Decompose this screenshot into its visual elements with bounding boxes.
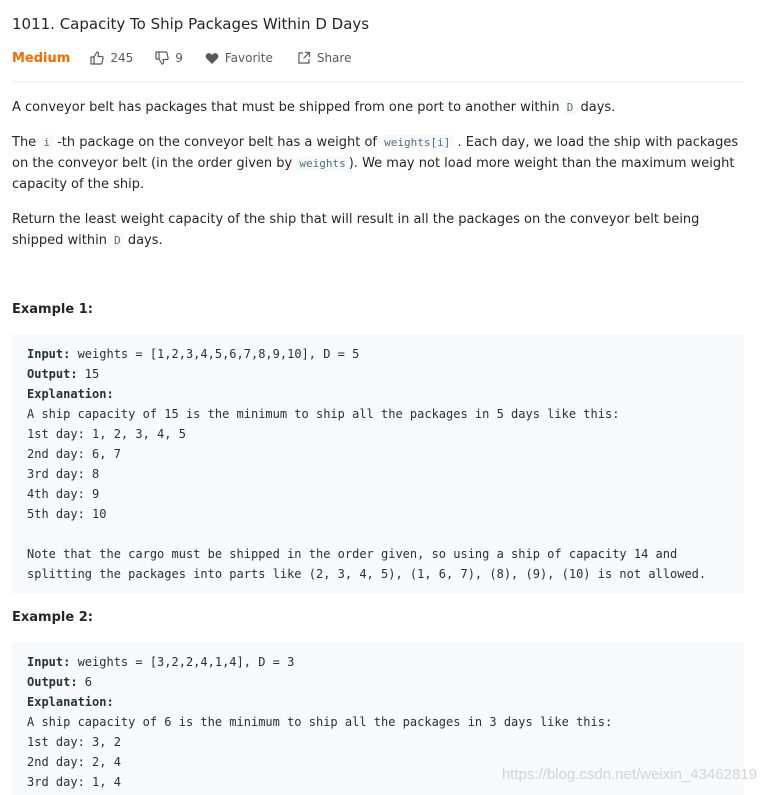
thumbs-up-icon xyxy=(90,51,104,65)
input-label: Input: xyxy=(27,347,71,361)
explanation-label: Explanation: xyxy=(27,695,114,709)
share-icon xyxy=(297,51,311,65)
inline-code: D xyxy=(564,100,577,115)
share-label: Share xyxy=(316,51,352,65)
like-count: 245 xyxy=(110,51,134,65)
dislike-button[interactable] xyxy=(155,51,183,65)
example-1-output: 15 xyxy=(77,367,100,381)
inline-code: weights[i] xyxy=(381,135,453,150)
description-paragraph-2: The i -th package on the conveyor belt has a weight of weights[i] . Each day, we load the ship with packages on the conveyor belt (in the order given by weights ). We may not load more weight than the maximum weight capacity of the ship. xyxy=(12,135,739,192)
output-label: Output: xyxy=(27,367,78,381)
explanation-label: Explanation: xyxy=(27,387,114,401)
watermark: https://blog.csdn.net/weixin_43462819 xyxy=(501,766,757,783)
example-2-output: 6 xyxy=(77,675,93,689)
inline-code: weights xyxy=(296,156,348,171)
example-2-heading: Example 2: xyxy=(12,610,93,625)
dislike-count: 9 xyxy=(175,51,183,65)
like-button[interactable] xyxy=(90,51,133,65)
difficulty-badge: Medium xyxy=(12,50,71,66)
share-button[interactable] xyxy=(297,51,352,65)
heart-icon xyxy=(205,52,219,65)
example-2-input: weights = [3,2,2,4,1,4], D = 3 xyxy=(70,655,295,669)
favorite-button[interactable] xyxy=(205,51,273,65)
description-paragraph-1: A conveyor belt has packages that must be shipped from one port to another within D days. xyxy=(12,100,616,115)
example-2-explanation: A ship capacity of 6 is the minimum to ship all the packages in 3 days like this: 1st day: 3, 2 2nd day: 2, 4 3rd day: 1, 4 xyxy=(27,715,613,789)
output-label: Output: xyxy=(27,675,78,689)
thumbs-down-icon xyxy=(155,51,169,65)
example-1-code-block xyxy=(12,334,744,594)
header-divider xyxy=(12,81,744,82)
description-paragraph-3: Return the least weight capacity of the ship that will result in all the packages on the conveyor belt being shipped within D days. xyxy=(12,212,700,248)
problem-title: 1011. Capacity To Ship Packages Within D Days xyxy=(12,15,370,33)
example-1-input: weights = [1,2,3,4,5,6,7,8,9,10], D = 5 xyxy=(70,347,360,361)
problem-meta-bar xyxy=(12,49,373,67)
inline-code: i xyxy=(40,135,53,150)
input-label: Input: xyxy=(27,655,71,669)
example-1-heading: Example 1: xyxy=(12,302,93,317)
favorite-label: Favorite xyxy=(224,51,273,65)
example-1-explanation: A ship capacity of 15 is the minimum to ship all the packages in 5 days like this: 1st day: 1, 2, 3, 4, 5 2nd day: 6, 7 3rd day: 8 4th day: 9 5th day: 10 Note that the cargo must be shipped in the order given, so using a ship of capacity 14 and splitting the packages into parts like (2, 3, 4, 5), (1, 6, 7), (8), (9), (10) is not allowed. xyxy=(27,407,707,581)
inline-code: D xyxy=(111,233,124,248)
